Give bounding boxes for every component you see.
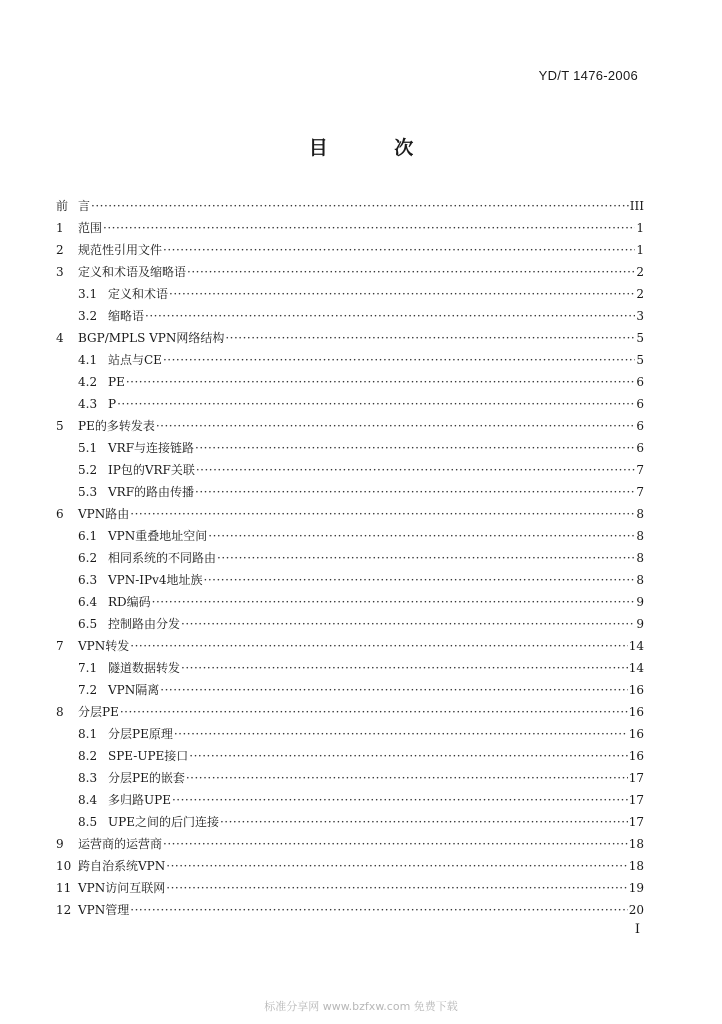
toc-entry[interactable] [56, 635, 644, 657]
toc-entry[interactable] [56, 481, 644, 503]
toc-entry-title: RD编码 [108, 595, 151, 609]
toc-leader-dots [130, 635, 627, 657]
toc-entry-number: 11 [56, 881, 72, 895]
toc-leader-dots [166, 855, 627, 877]
toc-entry-title: VPN转发 [78, 639, 130, 653]
toc-entry-page: 8 [636, 507, 644, 521]
toc-leader-dots [172, 789, 628, 811]
toc-entry[interactable] [56, 503, 644, 525]
toc-entry-title: 范围 [78, 221, 103, 235]
toc-entry-number: 8.1 [78, 727, 98, 741]
page-number: I [634, 922, 640, 937]
toc-entry-number: 7.1 [78, 661, 98, 675]
toc-entry-number: 7.2 [78, 683, 98, 697]
toc-entry-page: 1 [636, 221, 644, 235]
toc-entry[interactable] [56, 525, 644, 547]
toc-leader-dots [217, 547, 635, 569]
toc-entry-title: 规范性引用文件 [78, 243, 163, 257]
toc-entry[interactable] [56, 679, 644, 701]
toc-entry-page: 14 [628, 661, 644, 675]
toc-entry-number: 4.3 [78, 397, 98, 411]
toc-entry[interactable] [56, 569, 644, 591]
toc-entry-page: 7 [636, 463, 644, 477]
standard-code: YD/T 1476-2006 [538, 68, 638, 83]
toc-entry[interactable] [56, 437, 644, 459]
toc-entry-number: 8.4 [78, 793, 98, 807]
toc-leader-dots [196, 459, 636, 481]
toc-entry[interactable] [56, 613, 644, 635]
toc-entry-page: 20 [628, 903, 644, 917]
toc-entry[interactable] [56, 833, 644, 855]
toc-entry-title: VPN重叠地址空间 [108, 529, 208, 543]
toc-entry-page: 16 [628, 683, 644, 697]
toc-leader-dots [160, 679, 627, 701]
toc-entry-title: IP包的VRF关联 [108, 463, 195, 477]
toc-entry-title: 分层PE [78, 705, 119, 719]
toc-leader-dots [152, 591, 636, 613]
toc-entry[interactable] [56, 745, 644, 767]
toc-entry-title: 站点与CE [108, 353, 162, 367]
toc-leader-dots [163, 833, 628, 855]
toc-entry-page: 16 [628, 705, 644, 719]
toc-entry-title: BGP/MPLS VPN网络结构 [78, 331, 225, 345]
toc-leader-dots [181, 657, 628, 679]
toc-entry-number: 前 [56, 199, 69, 213]
toc-entry-title: PE [108, 375, 125, 389]
toc-entry-page: III [629, 199, 644, 213]
toc-entry-title: VPN隔离 [108, 683, 160, 697]
toc-leader-dots [186, 767, 628, 789]
toc-entry-page: 3 [636, 309, 644, 323]
toc-leader-dots [181, 613, 635, 635]
watermark: 标准分享网 www.bzfxw.com 免费下载 [264, 1000, 458, 1013]
toc-entry-number: 3.1 [78, 287, 98, 301]
toc-entry[interactable] [56, 811, 644, 833]
toc-entry-number: 4.1 [78, 353, 98, 367]
toc-entry-number: 1 [56, 221, 64, 235]
toc-entry-page: 5 [636, 331, 644, 345]
toc-entry-page: 19 [628, 881, 644, 895]
toc-entry-number: 8.5 [78, 815, 98, 829]
toc-leader-dots [145, 305, 635, 327]
toc-entry-page: 6 [636, 419, 644, 433]
toc-entry-page: 14 [628, 639, 644, 653]
toc-leader-dots [187, 261, 635, 283]
toc-entry-number: 8 [56, 705, 64, 719]
toc-entry-page: 18 [628, 859, 644, 873]
toc-entry-title: PE的多转发表 [78, 419, 155, 433]
toc-leader-dots [220, 811, 628, 833]
toc-leader-dots [166, 877, 627, 899]
toc-entry-number: 8.2 [78, 749, 98, 763]
toc-entry-number: 8.3 [78, 771, 98, 785]
toc-entry-number: 3.2 [78, 309, 98, 323]
toc-entry-number: 2 [56, 243, 64, 257]
toc-entry-number: 5.2 [78, 463, 98, 477]
toc-entry-page: 5 [636, 353, 644, 367]
toc-entry[interactable] [56, 349, 644, 371]
toc-entry-page: 2 [636, 265, 644, 279]
toc-entry-title: 隧道数据转发 [108, 661, 181, 675]
toc-entry-title: 分层PE原理 [108, 727, 173, 741]
toc-entry-number: 6.5 [78, 617, 98, 631]
toc-leader-dots [117, 393, 635, 415]
toc-leader-dots [130, 503, 635, 525]
toc-entry-number: 4 [56, 331, 64, 345]
toc-leader-dots [163, 349, 635, 371]
toc-entry[interactable] [56, 415, 644, 437]
toc-entry-title: 多归路UPE [108, 793, 171, 807]
toc-entry[interactable] [56, 239, 644, 261]
toc-entry-page: 7 [636, 485, 644, 499]
toc-entry-page: 9 [636, 595, 644, 609]
toc-leader-dots [174, 723, 628, 745]
toc-entry[interactable] [56, 195, 644, 217]
toc-leader-dots [103, 217, 635, 239]
toc-leader-dots [169, 283, 635, 305]
toc-entry-number: 6 [56, 507, 64, 521]
toc-entry[interactable] [56, 855, 644, 877]
toc-entry-number: 6.2 [78, 551, 98, 565]
toc-entry-page: 1 [636, 243, 644, 257]
toc-entry-title: VRF与连接链路 [108, 441, 195, 455]
toc-leader-dots [189, 745, 627, 767]
toc-entry-number: 5.3 [78, 485, 98, 499]
toc-entry-number: 6.1 [78, 529, 98, 543]
toc-entry-title: 相同系统的不同路由 [108, 551, 217, 565]
toc-entry[interactable] [56, 283, 644, 305]
toc-leader-dots [91, 195, 629, 217]
toc-entry-page: 6 [636, 375, 644, 389]
toc-leader-dots [130, 899, 627, 921]
toc-entry-number: 12 [56, 903, 72, 917]
toc-entry[interactable] [56, 701, 644, 723]
toc-entry[interactable] [56, 217, 644, 239]
toc-entry-number: 6.4 [78, 595, 98, 609]
toc-leader-dots [126, 371, 636, 393]
toc-entry-page: 17 [628, 793, 644, 807]
toc-leader-dots [195, 481, 635, 503]
toc-entry-page: 16 [628, 749, 644, 763]
toc-entry-title: VPN-IPv4地址族 [108, 573, 203, 587]
toc-entry-number: 5 [56, 419, 64, 433]
toc-entry[interactable] [56, 393, 644, 415]
toc-entry-title: 分层PE的嵌套 [108, 771, 185, 785]
toc-leader-dots [195, 437, 635, 459]
toc-leader-dots [120, 701, 628, 723]
toc-entry-title: 跨自治系统VPN [78, 859, 166, 873]
page-title: 目 次 [308, 137, 444, 159]
toc-entry[interactable] [56, 899, 644, 921]
toc-leader-dots [156, 415, 636, 437]
toc-entry[interactable] [56, 657, 644, 679]
toc-entry-page: 17 [628, 815, 644, 829]
toc-entry-number: 9 [56, 837, 64, 851]
toc-entry-page: 8 [636, 529, 644, 543]
toc-entry-title: P [108, 397, 117, 411]
toc-entry[interactable] [56, 459, 644, 481]
toc-entry-page: 9 [636, 617, 644, 631]
toc-entry-title: 缩略语 [108, 309, 145, 323]
toc-entry[interactable] [56, 723, 644, 745]
toc-entry-title: VPN管理 [78, 903, 130, 917]
toc-entry[interactable] [56, 547, 644, 569]
toc-entry-page: 17 [628, 771, 644, 785]
toc-entry-title: 控制路由分发 [108, 617, 181, 631]
toc-leader-dots [204, 569, 636, 591]
toc-entry-page: 18 [628, 837, 644, 851]
toc-entry-page: 6 [636, 441, 644, 455]
toc-entry[interactable] [56, 305, 644, 327]
toc-entry-title: SPE-UPE接口 [108, 749, 189, 763]
toc-entry[interactable] [56, 789, 644, 811]
toc-leader-dots [163, 239, 635, 261]
toc-entry[interactable] [56, 877, 644, 899]
toc-entry-page: 2 [636, 287, 644, 301]
toc-entry[interactable] [56, 327, 644, 349]
toc-entry-page: 8 [636, 551, 644, 565]
toc-entry-page: 6 [636, 397, 644, 411]
toc-entry-title: VPN路由 [78, 507, 130, 521]
table-of-contents [56, 195, 644, 921]
toc-entry[interactable] [56, 591, 644, 613]
toc-entry-title: UPE之间的后门连接 [108, 815, 219, 829]
toc-entry-title: 运营商的运营商 [78, 837, 163, 851]
toc-entry[interactable] [56, 261, 644, 283]
toc-entry-number: 7 [56, 639, 64, 653]
toc-entry-title: 定义和术语 [108, 287, 169, 301]
toc-entry[interactable] [56, 767, 644, 789]
toc-entry-title: 言 [78, 199, 91, 213]
toc-entry-page: 8 [636, 573, 644, 587]
toc-leader-dots [208, 525, 635, 547]
toc-entry[interactable] [56, 371, 644, 393]
toc-entry-title: VRF的路由传播 [108, 485, 195, 499]
toc-entry-title: VPN访问互联网 [78, 881, 166, 895]
toc-entry-number: 3 [56, 265, 64, 279]
toc-entry-number: 4.2 [78, 375, 98, 389]
toc-entry-number: 5.1 [78, 441, 98, 455]
toc-entry-title: 定义和术语及缩略语 [78, 265, 187, 279]
toc-entry-number: 10 [56, 859, 72, 873]
toc-entry-page: 16 [628, 727, 644, 741]
toc-leader-dots [225, 327, 635, 349]
toc-entry-number: 6.3 [78, 573, 98, 587]
